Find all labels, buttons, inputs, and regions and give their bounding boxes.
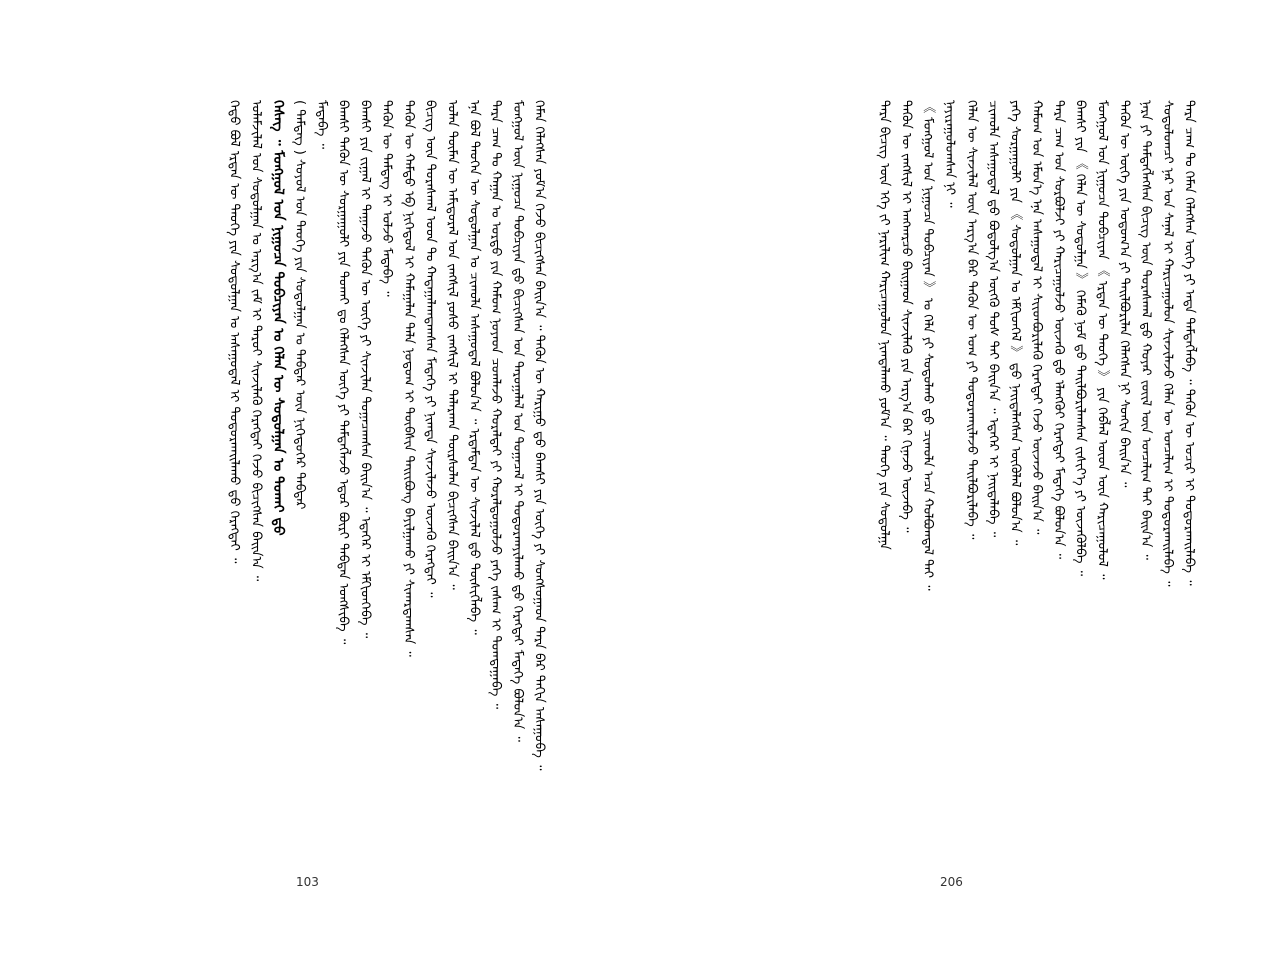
text-column: ᠨᠡᠷᠡ ᠶᠢ ᠲᠡᠮᠳᠡᠭᠯᠡᠭᠰᠡᠨ ᠪᠢᠴᠢᠭ ᠦᠨ ᠳᠤᠷᠠᠰᠬᠠᠯ ᠳ᠋ᠤ ᠬᠣᠶᠠᠷ ᠵᠦᠢᠯ ᠦᠨ ᠣᠨᠴᠠᠯᠢᠭ ᠲᠠᠢ ᠪᠠᠢᠨ᠎ᠠ ᠃ <box>1138 100 1154 560</box>
text-column: ᠲᠡᠷᠡ ᠴᠠᠭ ᠲᠤ ᠬᠡᠮᠡᠨ ᠬᠡᠯᠡᠭᠰᠡᠨ ᠦᠭᠡ ᠶᠢ ᠡᠨᠳᠡ ᠲᠡᠮᠳᠡᠭᠯᠡᠪᠡ ᠃ ᠲᠡᠭᠦᠨ ᠦ ᠤᠴᠢᠷ ᠢ ᠲᠣᠳᠤᠷᠬᠠᠢᠯᠠᠪᠠ ᠃ <box>1181 100 1197 586</box>
text-column: ᠪᠢᠴᠢᠭ ᠦᠨ ᠳᠤᠷᠠᠰᠬᠠᠯ ᠤᠳ ᠲᠤ ᠬᠠᠳᠠᠭᠠᠯᠠᠭᠳᠠᠭᠰᠠᠨ ᠮᠡᠳᠡᠭᠡ ᠶᠢ ᠨᠢᠭᠲᠠ ᠰᠢᠨᠵᠢᠯᠡᠵᠦ ᠦᠵᠡᠬᠦ ᠬᠡᠷᠡᠭᠲᠡᠢ ᠃ <box>422 100 438 598</box>
text-column: ᠡᠨᠡ ᠪᠣᠯ ᠲᠡᠦᠬᠡᠨ ᠦ ᠰᠤᠳᠤᠯᠭᠠᠨ ᠤ ᠴᠢᠬᠤᠯᠠ ᠠᠰᠠᠭᠤᠳᠠᠯ ᠪᠣᠯᠤᠨ᠎ᠠ ᠃ ᠡᠷᠳᠡᠮᠲᠡᠨ ᠦ ᠰᠢᠨᠵᠢᠯᠡᠯ ᠳ᠋ᠤ ᠲᠦᠰᠢᠭᠯᠡᠪᠡ ᠃ <box>466 100 482 635</box>
text-column: 《 ᠮᠣᠩᠭᠣᠯ ᠤᠨ ᠨᠢᠭᠤᠴᠠ ᠲᠣᠪᠴᠢᠶᠠᠨ 》 ᠤ ᠬᠡᠯᠡ ᠶᠢ ᠰᠤᠳᠤᠯᠬᠤ ᠳ᠋ᠤ ᠴᠢᠬᠤᠯᠠ ᠠᠴᠠ ᠬᠣᠯᠪᠣᠭᠳᠠᠯ ᠲᠠᠢ ᠃ <box>920 100 936 591</box>
text-column: ᠬᠡᠮᠡᠨ ᠬᠡᠯᠡᠭᠰᠡᠨ ᠶᠤᠮ᠎ᠠ ᠭᠡᠵᠦ ᠪᠢᠴᠢᠭᠰᠡᠨ ᠪᠠᠢᠨ᠎ᠠ ᠃ ᠲᠡᠭᠦᠨ ᠦ ᠬᠠᠷᠢᠭᠤ ᠳ᠋ᠤ ᠪᠠᠭᠰᠢ ᠶᠢᠨ ᠦᠭᠡ ᠶᠢ ᠰᠣᠩᠰᠤᠭᠠᠳ ᠲᠡᠷᠡ ᠪᠠᠷ ᠳᠠᠬᠢᠨ ᠠᠰᠠᠭᠤᠪᠠ ᠃ <box>531 100 547 771</box>
text-column: ᠬᠠᠮᠤᠭ ᠤᠨ ᠡᠮᠦᠨ᠎ᠡ ᠡᠨᠡ ᠠᠰᠠᠭᠤᠳᠠᠯ ᠢ ᠰᠢᠢᠳᠪᠦᠷᠢᠯᠡᠬᠦ ᠬᠡᠷᠡᠭᠲᠡᠢ ᠭᠡᠵᠦ ᠦᠵᠡᠵᠦ ᠪᠠᠢᠨ᠎ᠠ ᠃ <box>1029 100 1045 535</box>
text-column: ᠴᠢᠬᠤᠯᠠ ᠠᠰᠠᠭᠤᠳᠠᠯ ᠳ᠋ᠤ ᠪᠤᠳᠤᠯᠭ᠎ᠠ ᠦᠭᠬᠦ ᠲᠤᠰ ᠲᠠᠢ ᠪᠠᠢᠨ᠎ᠠ ᠃ ᠡᠳᠡᠭᠡᠷ ᠢ ᠨᠡᠢᠲᠡᠯᠡᠪᠡ ᠃ <box>985 100 1001 538</box>
text-column: ᠲᠡᠷᠡ ᠪᠢᠴᠢᠭ ᠦᠨ ᠡᠬᠡ ᠵᠢ ᠨᠠᠷᠢᠯᠢᠭ ᠬᠠᠷᠢᠴᠠᠭᠤᠯᠤᠨ ᠨᠢᠭᠲᠠᠯᠠᠬᠤ ᠶᠤᠮ᠎ᠠ ᠃ ᠲᠡᠦᠬᠡ ᠶᠢᠨ ᠰᠤᠳᠤᠯᠭᠠ <box>876 100 892 550</box>
text-column: ᠰᠤᠳᠤᠯᠤᠭᠴᠢ ᠨᠠᠷ ᠤᠨ ᠰᠠᠨᠠᠯ ᠢ ᠬᠠᠷᠢᠴᠠᠭᠤᠯᠤᠨ ᠰᠢᠨᠵᠢᠯᠡᠵᠦ ᠬᠡᠯᠡᠨ ᠦ ᠣᠨᠴᠠᠯᠢᠭ ᠢ ᠲᠣᠳᠤᠷᠬᠠᠢᠯᠠᠪᠠ ᠃ <box>1159 100 1175 587</box>
right-text-columns <box>730 100 1200 860</box>
text-column: ᠪᠠᠭᠰᠢ ᠶᠢᠨ 《 ᠬᠡᠯᠡᠨ ᠦ ᠰᠤᠳᠤᠯᠭᠠ 》 ᠬᠡᠮᠡᠬᠦ ᠨᠣᠮ ᠳ᠋ᠤ ᠲᠠᠢᠯᠪᠤᠷᠢᠯᠠᠭᠰᠠᠨ ᠵᠢᠱᠢᠶ᠎ᠡ ᠶᠢ ᠦᠵᠡᠭᠦᠯᠪᠡ ᠃ <box>1072 100 1088 577</box>
right-page <box>730 100 1200 860</box>
text-column: ᠲᠡᠷᠡ ᠴᠠᠭ ᠲᠤ ᠬᠠᠭᠠᠨ ᠤ ᠣᠷᠳᠤ ᠶᠢᠨ ᠬᠠᠮᠤᠭ ᠨᠣᠶᠠᠳ ᠴᠤᠭᠯᠠᠵᠤ ᠬᠤᠷᠠᠯᠳᠠᠢ ᠶᠢ ᠬᠤᠷᠠᠯᠳᠤᠭᠤᠯᠵᠤ ᠶᠡᠬᠡ ᠵᠠᠰᠠᠭ ᠢ ᠲᠤᠭᠳᠠᠭᠠᠪᠠ ᠃ <box>488 100 504 710</box>
text-column: ᠲᠡᠷᠡ ᠴᠠᠭ ᠤᠨ ᠰᠤᠷᠪᠤᠯᠵᠢ ᠶᠢ ᠬᠠᠷᠢᠴᠠᠭᠤᠯᠵᠤ ᠦᠵᠡᠬᠦ ᠳ᠋ᠤ ᠡᠯᠡᠩᠭᠦᠢ ᠬᠡᠷᠡᠭᠲᠡᠢ ᠮᠡᠳᠡᠭᠡ ᠪᠣᠯᠤᠨ᠎ᠠ ᠃ <box>1050 100 1066 560</box>
left-text-columns <box>90 100 550 860</box>
right-page-number: 206 <box>940 875 963 889</box>
text-column: ᠲᠡᠭᠦᠨ ᠦ ᠲᠡᠮᠳᠡᠭ ᠢ ᠣᠯᠵᠤ ᠮᠡᠳᠡᠪᠡ ᠃ <box>379 100 395 297</box>
text-column: ᠬᠡᠯᠡᠨ ᠦ ᠰᠢᠨᠵᠢᠯᠡᠯ ᠦᠨ ᠠᠷᠭ᠎ᠠ ᠪᠠᠷ ᠲᠡᠭᠦᠨ ᠦ ᠤᠭ ᠶᠢ ᠲᠣᠳᠤᠷᠬᠠᠢᠯᠠᠵᠤ ᠲᠠᠢᠯᠪᠤᠷᠢᠯᠠᠪᠠ ᠃ <box>963 100 979 540</box>
text-column: ᠪᠠᠭᠰᠢ ᠲᠡᠭᠦᠨ ᠦ ᠰᠤᠷᠭᠠᠭᠤᠯᠢ ᠶᠢᠨ ᠲᠤᠬᠠᠢ ᠳᠤ ᠬᠡᠯᠡᠭᠰᠡᠨ ᠦᠭᠡ ᠶᠢ ᠲᠡᠮᠳᠡᠭᠯᠡᠵᠦ ᠡᠳᠦᠷ ᠪᠦᠷᠢ ᠳᠠᠪᠲᠠᠨ ᠤᠩᠰᠢᠪᠠ ᠃ <box>335 100 351 645</box>
text-column: ᠮᠡᠳᠡᠪᠡ ᠃ <box>313 100 329 150</box>
text-column: ᠮᠣᠩᠭᠣᠯ ᠤᠨ ᠨᠢᠭᠤᠴᠠ ᠲᠣᠪᠴᠢᠶᠠᠨ 《 ᠡᠷᠲᠡᠨ ᠦ ᠲᠡᠦᠬᠡ 》 ᠶᠢᠨ ᠬᠡᠪᠯᠡᠯ ᠦᠳ ᠦᠨ ᠬᠠᠷᠢᠴᠠᠭᠤᠯᠤᠯ ᠃ <box>1094 100 1110 580</box>
section-heading: ᠬᠡᠰᠡᠭ ᠃ ᠮᠣᠩᠭᠣᠯ ᠤᠨ ᠨᠢᠭᠤᠴᠠ ᠲᠣᠪᠴᠢᠶᠠᠨ ᠤ ᠬᠡᠯᠡᠨ ᠦ ᠰᠤᠳᠤᠯᠭᠠᠨ ᠤ ᠲᠤᠬᠠᠢ ᠳ᠋ᠤ <box>270 100 287 536</box>
text-column: ( ᠲᠡᠮᠳᠡᠭ ) ᠰᠣᠶᠣᠯ ᠤᠨ ᠲᠡᠦᠬᠡ ᠶᠢᠨ ᠰᠤᠳᠤᠯᠭᠠᠨ ᠤ ᠳᠡᠪᠲᠡᠷ ᠦᠨ ᠨᠢᠭᠡᠳᠦᠭᠡᠷ ᠳᠡᠪᠲᠡᠷ <box>292 100 308 510</box>
text-column: ᠲᠡᠭᠦᠨ ᠦ ᠵᠠᠩᠰᠢᠯ ᠢ ᠠᠩᠬᠠᠷᠴᠤ ᠪᠠᠢᠭᠠᠳ ᠰᠢᠨᠵᠢᠯᠡᠬᠦ ᠶᠢᠨ ᠠᠷᠭ᠎ᠠ ᠪᠡᠷ ᠬᠢᠨᠠᠵᠤ ᠦᠵᠡᠪᠡ ᠃ <box>898 100 914 533</box>
text-column: ᠤᠯᠠᠮᠵᠢᠯᠠᠯ ᠤᠨ ᠰᠤᠳᠤᠯᠭᠠᠨ ᠤ ᠠᠷᠭ᠎ᠠ ᠵᠠᠮ ᠢ ᠳᠠᠷᠤᠢ ᠰᠢᠨᠵᠢᠯᠡᠬᠦ ᠬᠡᠷᠡᠭᠲᠡᠢ ᠭᠡᠵᠦ ᠪᠢᠴᠢᠭᠰᠡᠨ ᠪᠠᠢᠨ᠎ᠠ ᠃ <box>248 100 264 582</box>
left-page <box>90 100 550 860</box>
text-column: ᠪᠠᠭᠰᠢ ᠶᠢᠨ ᠵᠢᠭᠠᠯ ᠢ ᠳᠠᠭᠠᠵᠤ ᠲᠡᠭᠦᠨ ᠦ ᠦᠭᠡ ᠶᠢ ᠰᠢᠨᠵᠢᠯᠡᠨ ᠲᠣᠭᠠᠴᠠᠭᠰᠠᠨ ᠪᠠᠢᠨ᠎ᠠ ᠃ ᠡᠳᠡᠭᠡᠷ ᠢ ᠡᠮᠬᠢᠳᠭᠡᠪᠡ ᠃ <box>357 100 373 639</box>
text-column: ᠶᠡᠬᠡ ᠰᠤᠷᠭᠠᠭᠤᠯᠢ ᠶᠢᠨ 《 ᠰᠤᠳᠤᠯᠭᠠᠨ ᠤ ᠡᠮᠬᠢᠳᠬᠡᠯ 》 ᠳ᠋ᠤ ᠨᠡᠢᠲᠡᠯᠡᠭᠰᠡᠨ ᠥᠭᠦᠯᠡᠯ ᠪᠣᠯᠤᠨ᠎ᠠ ᠃ <box>1007 100 1023 546</box>
text-column: ᠲᠡᠭᠦᠨ ᠦ ᠬᠠᠮᠲᠤ ᠡᠪ ᠨᠢᠭᠡᠳᠦᠯ ᠢ ᠬᠠᠮᠠᠭᠠᠯᠠᠨ ᠲᠠᠯᠠ ᠨᠤᠲᠤᠭ ᠢ ᠲᠦᠪᠰᠢᠨ ᠳᠠᠢᠢᠪᠤᠩ ᠪᠠᠶᠢᠯᠭᠠᠬᠤ ᠶᠢ ᠰᠢᠬᠠᠷᠳᠠᠭᠰᠠᠨ ᠃ <box>400 100 416 657</box>
text-column: ᠬᠡᠳᠦ ᠪᠣᠯ ᠡᠷᠲᠡᠨ ᠦ ᠲᠡᠦᠬᠡ ᠶᠢᠨ ᠰᠤᠳᠤᠯᠭᠠᠨ ᠤ ᠠᠰᠠᠭᠤᠳᠠᠯ ᠢ ᠲᠣᠳᠤᠷᠬᠠᠢᠯᠠᠬᠤ ᠳ᠋ᠤ ᠬᠡᠷᠡᠭᠲᠡᠢ ᠃ <box>226 100 242 564</box>
text-column: ᠮᠣᠩᠭᠣᠯ ᠦᠨ ᠨᠢᠭᠤᠴᠠ ᠲᠣᠪᠴᠢᠶᠠᠨ ᠳ᠋ᠤ ᠪᠢᠴᠢᠭᠰᠡᠨ ᠣᠨ ᠳᠠᠷᠤᠭᠠᠯᠠᠯ ᠤᠨ ᠲᠣᠭᠠᠴᠠᠯ ᠢ ᠲᠣᠳᠤᠷᠬᠠᠶᠢᠯᠠᠬᠤ ᠳ᠋ᠤ ᠬᠡᠷᠡᠭᠲᠡᠢ ᠮᠡᠳᠡᠭᠡ ᠪᠣᠯᠤᠨ᠎ᠠ ᠃ <box>509 100 525 742</box>
text-column: ᠲᠡᠭᠦᠨ ᠦ ᠦᠭᠡ ᠶᠢᠨ ᠤᠲᠤᠭ᠎ᠠ ᠶᠢ ᠲᠠᠢᠯᠪᠤᠷᠢᠯᠠᠨ ᠬᠡᠯᠡᠭᠰᠡᠨ ᠨᠢ ᠰᠣᠩᠢᠨ ᠪᠠᠢᠨ᠎ᠠ ᠃ <box>1116 100 1132 488</box>
text-column: ᠨᠠᠶᠢᠷᠠᠭᠤᠯᠤᠭᠰᠠᠨ ᠨᠢ ᠃ <box>942 100 958 208</box>
text-column: ᠣᠯᠠᠨ ᠲᠦᠮᠡᠨ ᠦ ᠠᠮᠢᠳᠤᠷᠠᠯ ᠤᠨ ᠵᠠᠩᠰᠢᠯ ᠶᠣᠰᠤ ᠵᠠᠩᠰᠢᠯ ᠢ ᠲᠠᠯᠠᠷᠬᠠᠨ ᠳᠦᠷᠰᠦᠯᠡᠨ ᠪᠢᠴᠢᠭᠰᠡᠨ ᠪᠠᠢᠨ᠎ᠠ ᠃ <box>444 100 460 590</box>
left-page-number: 103 <box>296 875 319 889</box>
